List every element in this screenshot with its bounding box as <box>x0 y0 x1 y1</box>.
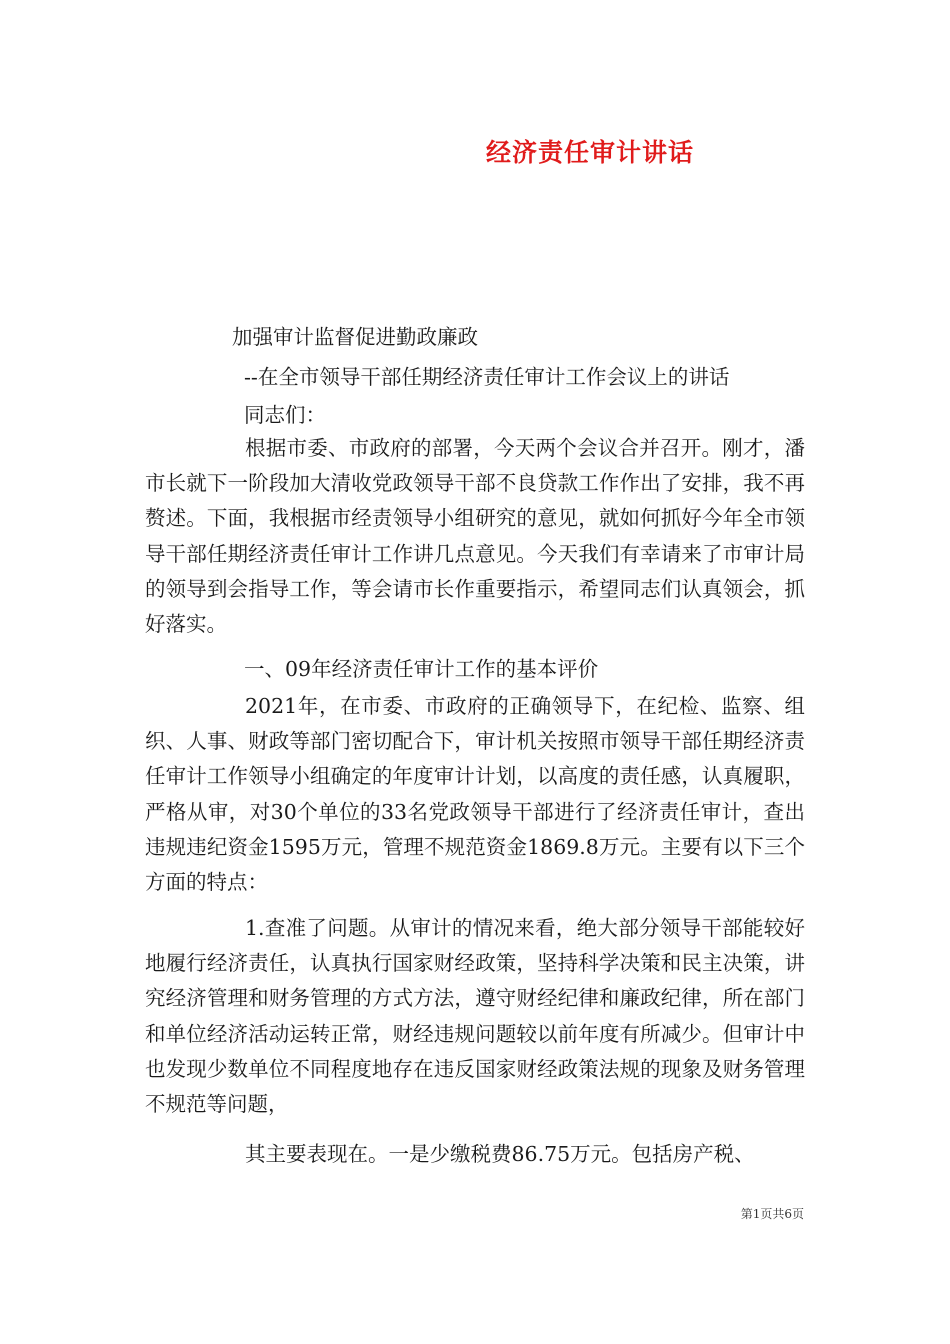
paragraph-3: 1.查准了问题。从审计的情况来看，绝大部分领导干部能较好地履行经济责任，认真执行国家财经政策，坚持科学决策和民主决策，讲究经济管理和财务管理的方式方法，遵守财经纪律和廉政纪律，所在部门和单位经济活动运转正常，财经违规问题较以前年度有所减少。但审计中也发现少数单位不同程度地存在违反国家财经政策法规的现象及财务管理不规范等问题， <box>145 916 805 1117</box>
section-heading: 一、09年经济责任审计工作的基本评价 <box>244 657 599 681</box>
paragraph-2: 2021年，在市委、市政府的正确领导下，在纪检、监察、组织、人事、财政等部门密切配合下，审计机关按照市领导干部任期经济责任审计工作领导小组确定的年度审计计划，以高度的责任感，认真履职，严格从审，对30个单位的33名党政领导干部进行了经济责任审计，查出违规违纪资金1595万元，管理不规范资金1869.8万元。主要有以下三个方面的特点： <box>145 694 805 895</box>
paragraph-1: 根据市委、市政府的部署，今天两个会议合并召开。刚才，潘市长就下一阶段加大清收党政领导干部不良贷款工作作出了安排，我不再赘述。下面，我根据市经责领导小组研究的意见，就如何抓好今年全市领导干部任期经济责任审计工作讲几点意见。今天我们有幸请来了市审计局的领导到会指导工作，等会请市长作重要指示，希望同志们认真领会，抓好落实。 <box>145 436 805 637</box>
document-title: 经济责任审计讲话 <box>485 138 694 167</box>
page-number: 第1页共6页 <box>740 1207 804 1221</box>
subtitle-sub: --在全市领导干部任期经济责任审计工作会议上的讲话 <box>244 365 730 389</box>
subtitle-main: 加强审计监督促进勤政廉政 <box>232 325 478 349</box>
salutation: 同志们： <box>244 403 326 427</box>
paragraph-4: 其主要表现在。一是少缴税费86.75万元。包括房产税、 <box>245 1142 755 1166</box>
